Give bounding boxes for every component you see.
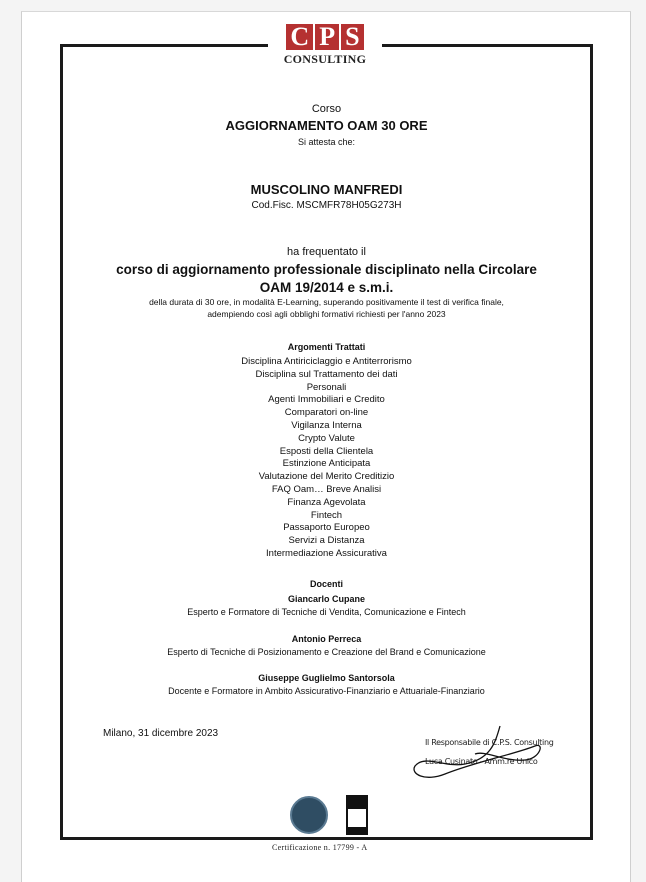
- teacher-name: Giuseppe Guglielmo Santorsola: [258, 673, 395, 683]
- certification-logos: [290, 795, 368, 835]
- attended-text: ha frequentato il: [287, 246, 366, 258]
- certification-number: Certificazione n. 17799 - A: [272, 843, 368, 852]
- topic-item: Agenti Immobiliari e Credito: [268, 394, 385, 406]
- topic-item: Disciplina Antiriciclaggio e Antiterrorismo: [241, 356, 412, 367]
- topics-list: [60, 356, 593, 561]
- course-detail-line2: adempiendo così agli obblighi formativi richiesti per l'anno 2023: [207, 309, 446, 319]
- topic-item: Valutazione del Merito Creditizio: [258, 471, 395, 483]
- course-detail-line1: della durata di 30 ore, in modalità E-Learning, superando positivamente il test di verifica finale,: [149, 297, 504, 307]
- teacher-role: Docente e Formatore in Ambito Assicurativo-Finanziario e Attuariale-Finanziario: [168, 686, 485, 696]
- logo-letter: C: [286, 24, 313, 50]
- place-date: Milano, 31 dicembre 2023: [103, 728, 219, 739]
- topic-item: Servizi a Distanza: [288, 535, 365, 547]
- signature-title: Il Responsabile di C.P.S. Consulting: [425, 738, 554, 747]
- teacher-role: Esperto di Tecniche di Posizionamento e Creazione del Brand e Comunicazione: [167, 647, 486, 657]
- topics-heading: Argomenti Trattati: [287, 342, 366, 352]
- tax-code: Cod.Fisc. MSCMFR78H05G273H: [251, 200, 402, 211]
- accredia-logo-icon: [290, 796, 328, 834]
- signature-block: [425, 738, 585, 776]
- handwritten-signature-icon: [405, 724, 555, 784]
- signature-name: Luca Cusinato - Amm.re Unico: [425, 757, 538, 766]
- topic-item: FAQ Oam… Breve Analisi: [271, 483, 382, 495]
- teacher-name: Antonio Perreca: [291, 634, 362, 644]
- teacher-name: Giancarlo Cupane: [287, 594, 366, 604]
- logo-letter: P: [315, 24, 339, 50]
- cps-consulting-logo: [268, 22, 382, 72]
- topic-item: Finanza Agevolata: [287, 496, 366, 508]
- course-title: AGGIORNAMENTO OAM 30 ORE: [225, 118, 428, 133]
- course-label: Corso: [311, 103, 342, 115]
- attest-text: Si attesta che:: [297, 137, 356, 147]
- topic-item: Personali: [306, 381, 347, 393]
- teacher-role: Esperto e Formatore di Tecniche di Vendita, Comunicazione e Fintech: [187, 607, 466, 617]
- logo-letter: S: [341, 24, 363, 50]
- teachers-heading: Docenti: [309, 579, 343, 589]
- topic-item: Disciplina sul Trattamento dei dati: [255, 368, 398, 380]
- topic-item: Crypto Valute: [298, 432, 355, 444]
- topic-item: Intermediazione Assicurativa: [266, 547, 387, 559]
- kiwa-logo-icon: [346, 795, 368, 835]
- course-description-line2: OAM 19/2014 e s.m.i.: [259, 280, 394, 295]
- topic-item: Fintech: [310, 509, 343, 521]
- course-description-line1: corso di aggiornamento professionale disciplinato nella Circolare: [116, 262, 537, 277]
- topic-item: Vigilanza Interna: [291, 419, 362, 431]
- logo-subtitle: CONSULTING: [283, 52, 367, 66]
- topic-item: Passaporto Europeo: [283, 522, 370, 534]
- recipient-name: MUSCOLINO MANFREDI: [250, 182, 403, 197]
- topic-item: Comparatori on-line: [284, 407, 369, 419]
- topic-item: Esposti della Clientela: [279, 445, 374, 457]
- topic-item: Estinzione Anticipata: [282, 458, 371, 470]
